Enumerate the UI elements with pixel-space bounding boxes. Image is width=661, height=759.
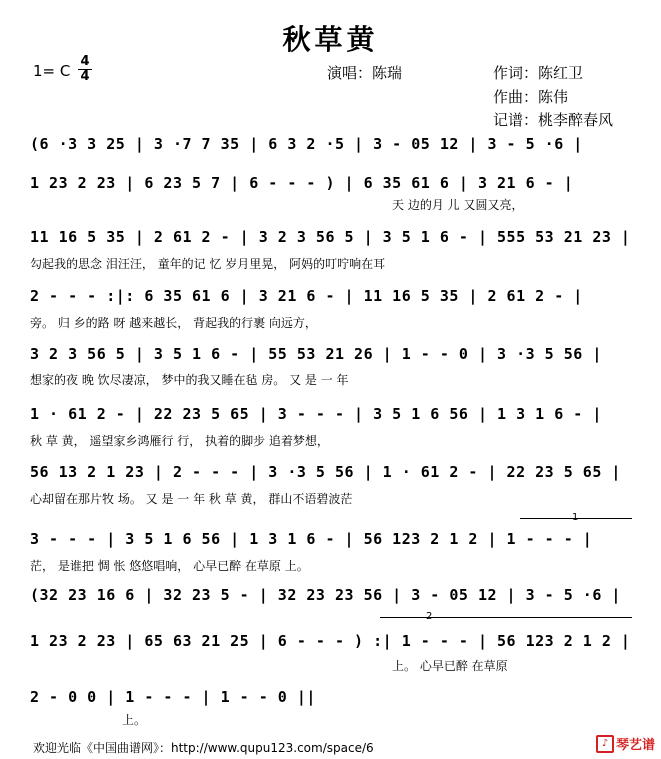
- key-signature: 1= C: [33, 62, 71, 80]
- lyric-row: 上。: [122, 713, 147, 727]
- notation-row: 1 23 2 23 | 6 23 5 7 | 6 - - - ) | 6 35 61 6 | 3 21 6 - |: [30, 174, 574, 192]
- logo-icon: ♪: [596, 735, 614, 753]
- time-signature: [78, 56, 92, 83]
- notation-row: 1 23 2 23 | 65 63 21 25 | 6 - - - ) :| 1 - - - | 56 123 2 1 2 |: [30, 632, 631, 650]
- lyric-row: 秋 草 黄， 遥望家乡鸿雁行 行， 执着的脚步 追着梦想，: [30, 434, 329, 448]
- notation-row: (6 ·3 3 25 | 3 ·7 7 35 | 6 3 2 ·5 | 3 - 05 12 | 3 - 5 ·6 |: [30, 135, 583, 153]
- notation-row: 2 - 0 0 | 1 - - - | 1 - - 0 ||: [30, 688, 316, 706]
- notation-row: 1 · 61 2 - | 22 23 5 65 | 3 - - - | 3 5 1 6 56 | 1 3 1 6 - |: [30, 405, 602, 423]
- lyric-row: 上。 心早已醉 在草原: [392, 659, 508, 673]
- logo-text: 琴艺谱: [616, 738, 656, 753]
- lyric-row: 勾起我的思念 泪汪汪， 童年的记 忆 岁月里晃， 阿妈的叮咛响在耳: [30, 257, 386, 271]
- site-logo: [596, 734, 655, 753]
- notation-row: 2 - - - :|: 6 35 61 6 | 3 21 6 - | 11 16 5 35 | 2 61 2 - |: [30, 287, 583, 305]
- second-ending-number: 2: [426, 611, 433, 622]
- lyric-row: 旁。 归 乡的路 呀 越来越长， 背起我的行裹 向远方，: [30, 316, 317, 330]
- composer-credit: 作曲：陈伟: [493, 88, 569, 106]
- notation-row: 3 2 3 56 5 | 3 5 1 6 - | 55 53 21 26 | 1 - - 0 | 3 ·3 5 56 |: [30, 345, 602, 363]
- first-ending-number: 1: [572, 512, 579, 523]
- lyric-row: 想家的夜 晚 饮尽凄凉， 梦中的我又睡在毡 房。 又 是 一 年: [30, 373, 349, 387]
- lyricist-credit: 作词：陈红卫: [493, 64, 584, 82]
- song-title: 秋草黄: [282, 23, 379, 56]
- second-ending-bracket: [380, 617, 632, 618]
- footer-text: 欢迎光临《中国曲谱网》：http://www.qupu123.com/space/6: [33, 741, 374, 755]
- notation-row: 11 16 5 35 | 2 61 2 - | 3 2 3 56 5 | 3 5 1 6 - | 555 53 21 23 |: [30, 228, 631, 246]
- lyric-row: 天 边的月 儿 又圆又亮，: [392, 198, 524, 212]
- time-signature-bottom: 4: [80, 69, 90, 84]
- singer-credit: 演唱：陈瑞: [327, 64, 403, 82]
- lyric-row: 心却留在那片牧 场。 又 是 一 年 秋 草 黄， 群山不语碧波茫: [30, 492, 353, 506]
- notation-row: 56 13 2 1 23 | 2 - - - | 3 ·3 5 56 | 1 · 61 2 - | 22 23 5 65 |: [30, 463, 621, 481]
- transcriber-credit: 记谱：桃李醉春风: [493, 111, 614, 129]
- notation-row: (32 23 16 6 | 32 23 5 - | 32 23 23 56 | 3 - 05 12 | 3 - 5 ·6 |: [30, 586, 621, 604]
- notation-row: 3 - - - | 3 5 1 6 56 | 1 3 1 6 - | 56 123 2 1 2 | 1 - - - |: [30, 530, 593, 548]
- time-signature-top: 4: [80, 54, 90, 69]
- lyric-row: 茫， 是谁把 惆 怅 悠悠唱响， 心早已醉 在草原 上。: [30, 559, 309, 573]
